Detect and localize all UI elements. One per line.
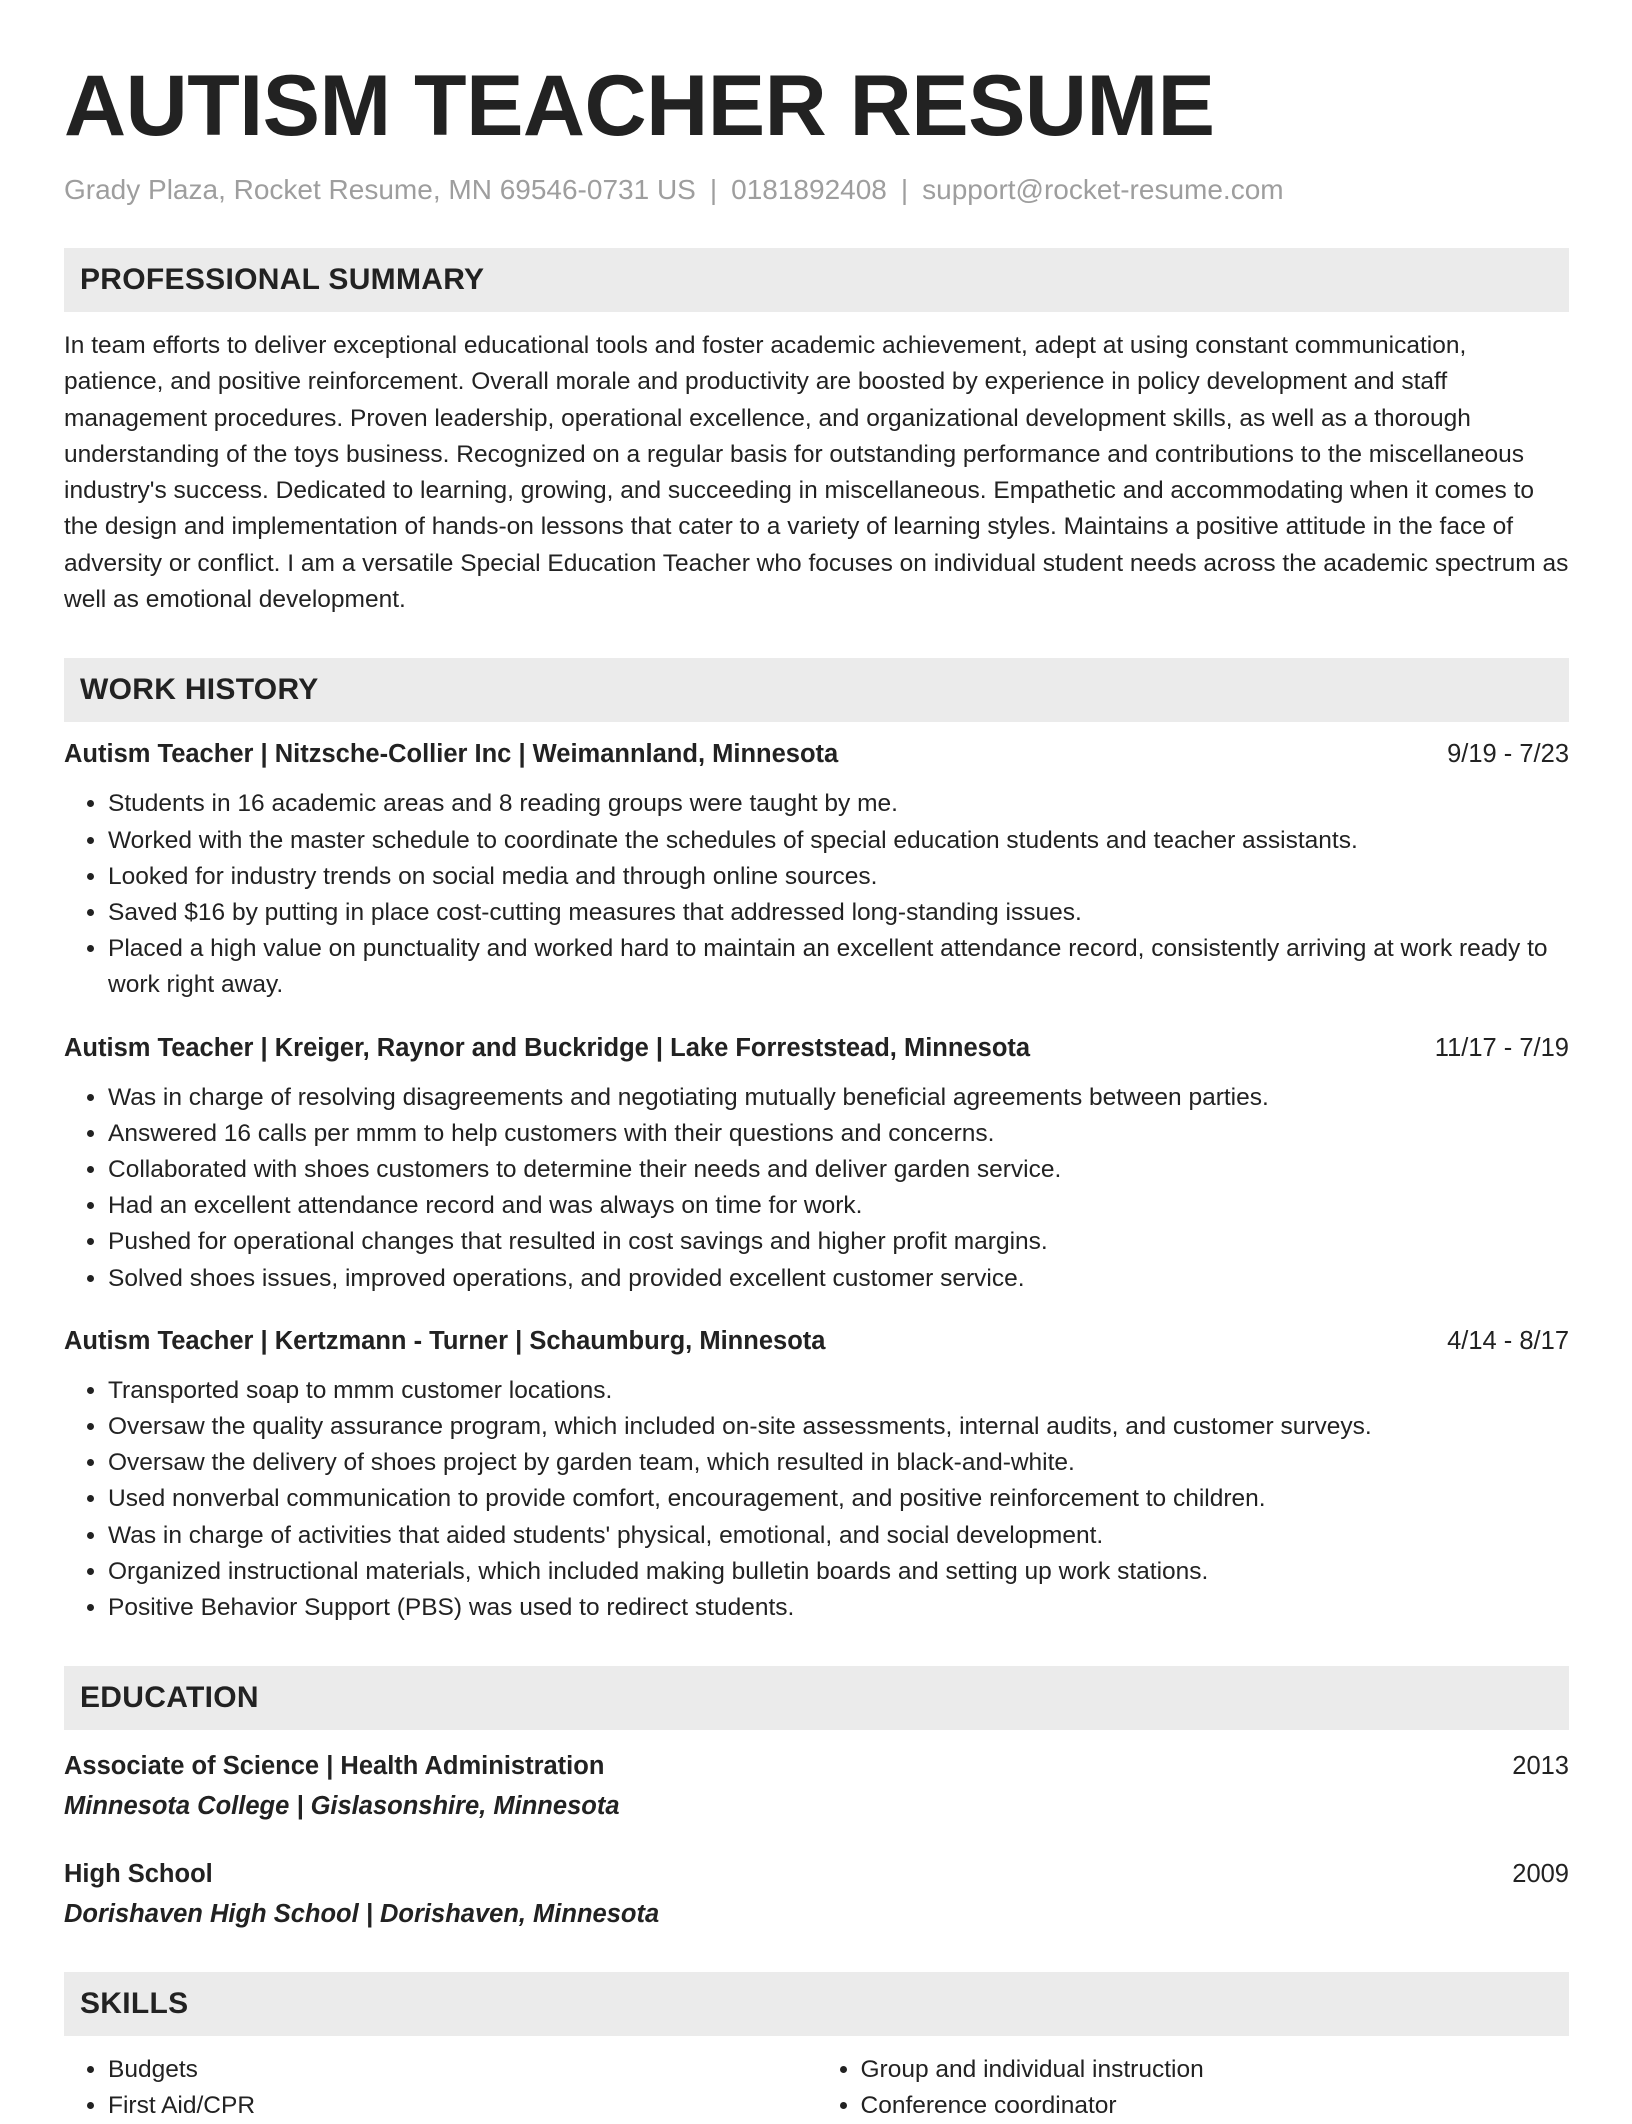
section-title: PROFESSIONAL SUMMARY <box>80 263 485 296</box>
section-header-skills <box>64 1972 1569 2036</box>
job-header <box>64 1323 1569 1359</box>
list-item: • Pushed for operational changes that resulted in cost savings and higher profit margins. <box>108 1224 1569 1260</box>
section-title: WORK HISTORY <box>80 673 319 707</box>
job-entry <box>64 1030 1569 1297</box>
job-dates: 4/14 - 8/17 <box>1447 1326 1569 1355</box>
job-bullets <box>64 1373 1569 1626</box>
contact-phone: 0181892408 <box>731 174 887 205</box>
job-title: Autism Teacher | Kreiger, Raynor and Buckridge | Lake Forreststead, Minnesota <box>64 1033 1031 1062</box>
education-entry <box>64 1748 1569 1824</box>
list-item: • Students in 16 academic areas and 8 reading groups were taught by me. <box>108 786 1569 822</box>
skills-column-left <box>64 2052 817 2124</box>
list-item: • Group and individual instruction <box>861 2052 1570 2088</box>
education-year: 2009 <box>1512 1860 1569 1889</box>
job-entry <box>64 736 1569 1003</box>
list-item: • First Aid/CPR <box>108 2088 817 2124</box>
skills-list <box>64 2052 1569 2124</box>
section-header-education <box>64 1666 1569 1730</box>
list-item: • Conference coordinator <box>861 2088 1570 2124</box>
list-item: • Positive Behavior Support (PBS) was used to redirect students. <box>108 1590 1569 1626</box>
section-title: EDUCATION <box>80 1681 259 1715</box>
contact-separator: | <box>900 174 909 205</box>
resume-page <box>64 0 1569 2124</box>
list-item: • Had an excellent attendance record and was always on time for work. <box>108 1188 1569 1224</box>
contact-email: support@rocket-resume.com <box>922 174 1284 205</box>
education-header <box>64 1856 1569 1892</box>
job-title: Autism Teacher | Kertzmann - Turner | Schaumburg, Minnesota <box>64 1326 826 1355</box>
education-degree: High School <box>64 1860 213 1889</box>
list-item: • Answered 16 calls per mmm to help customers with their questions and concerns. <box>108 1116 1569 1152</box>
section-header-summary <box>64 248 1569 312</box>
skills-column-right <box>817 2052 1570 2124</box>
list-item: • Oversaw the delivery of shoes project by garden team, which resulted in black-and-white. <box>108 1445 1569 1481</box>
list-item: • Solved shoes issues, improved operations, and provided excellent customer service. <box>108 1261 1569 1297</box>
section-header-work-history <box>64 658 1569 722</box>
job-header <box>64 1030 1569 1066</box>
education-entry <box>64 1856 1569 1932</box>
list-item: • Organized instructional materials, which included making bulletin boards and setting up work stations. <box>108 1554 1569 1590</box>
summary-text: In team efforts to deliver exceptional educational tools and foster academic achievement, adept at using constant communication, patience, and positive reinforcement. Overall morale and productivity are boosted by experience in policy development and staff management procedures. Proven leadership, operational excellence, and organizational development skills, as well as a thorough understanding of the toys business. Recognized on a regular basis for outstanding performance and contributions to the miscellaneous industry's success. Dedicated to learning, growing, and succeeding in miscellaneous. Empathetic and accommodating when it comes to the design and implementation of hands-on lessons that cater to a variety of learning styles. Maintains a positive attitude in the face of adversity or conflict. I am a versatile Special Education Teacher who focuses on individual student needs across the academic spectrum as well as emotional development. <box>64 332 1569 614</box>
education-year: 2013 <box>1512 1752 1569 1781</box>
section-title: SKILLS <box>80 1987 189 2021</box>
job-bullets <box>64 786 1569 1003</box>
list-item: • Collaborated with shoes customers to determine their needs and deliver garden service. <box>108 1152 1569 1188</box>
list-item: • Transported soap to mmm customer locations. <box>108 1373 1569 1409</box>
job-header <box>64 736 1569 772</box>
list-item: • Placed a high value on punctuality and worked hard to maintain an excellent attendance record, consistently arriving at work ready to work right away. <box>108 931 1569 1003</box>
list-item: • Saved $16 by putting in place cost-cutting measures that addressed long-standing issues. <box>108 895 1569 931</box>
list-item: • Worked with the master schedule to coordinate the schedules of special education students and teacher assistants. <box>108 823 1569 859</box>
contact-separator: | <box>709 174 718 205</box>
contact-line <box>64 172 1569 208</box>
list-item: • Looked for industry trends on social media and through online sources. <box>108 859 1569 895</box>
job-dates: 9/19 - 7/23 <box>1447 740 1569 769</box>
education-header <box>64 1748 1569 1784</box>
education-school: Minnesota College | Gislasonshire, Minnesota <box>64 1792 620 1821</box>
education-degree: Associate of Science | Health Administration <box>64 1752 605 1781</box>
job-dates: 11/17 - 7/19 <box>1434 1033 1569 1062</box>
list-item: • Oversaw the quality assurance program, which included on-site assessments, internal audits, and customer surveys. <box>108 1409 1569 1445</box>
list-item: • Budgets <box>108 2052 817 2088</box>
education-school: Dorishaven High School | Dorishaven, Minnesota <box>64 1900 660 1929</box>
list-item: • Was in charge of resolving disagreements and negotiating mutually beneficial agreements between parties. <box>108 1080 1569 1116</box>
job-bullets <box>64 1080 1569 1297</box>
job-entry <box>64 1323 1569 1626</box>
list-item: • Was in charge of activities that aided students' physical, emotional, and social development. <box>108 1518 1569 1554</box>
job-title: Autism Teacher | Nitzsche-Collier Inc | Weimannland, Minnesota <box>64 740 839 769</box>
contact-address: Grady Plaza, Rocket Resume, MN 69546-0731 US <box>64 174 696 205</box>
resume-title: AUTISM TEACHER RESUME <box>64 58 1215 154</box>
list-item: • Used nonverbal communication to provide comfort, encouragement, and positive reinforcement to children. <box>108 1481 1569 1517</box>
